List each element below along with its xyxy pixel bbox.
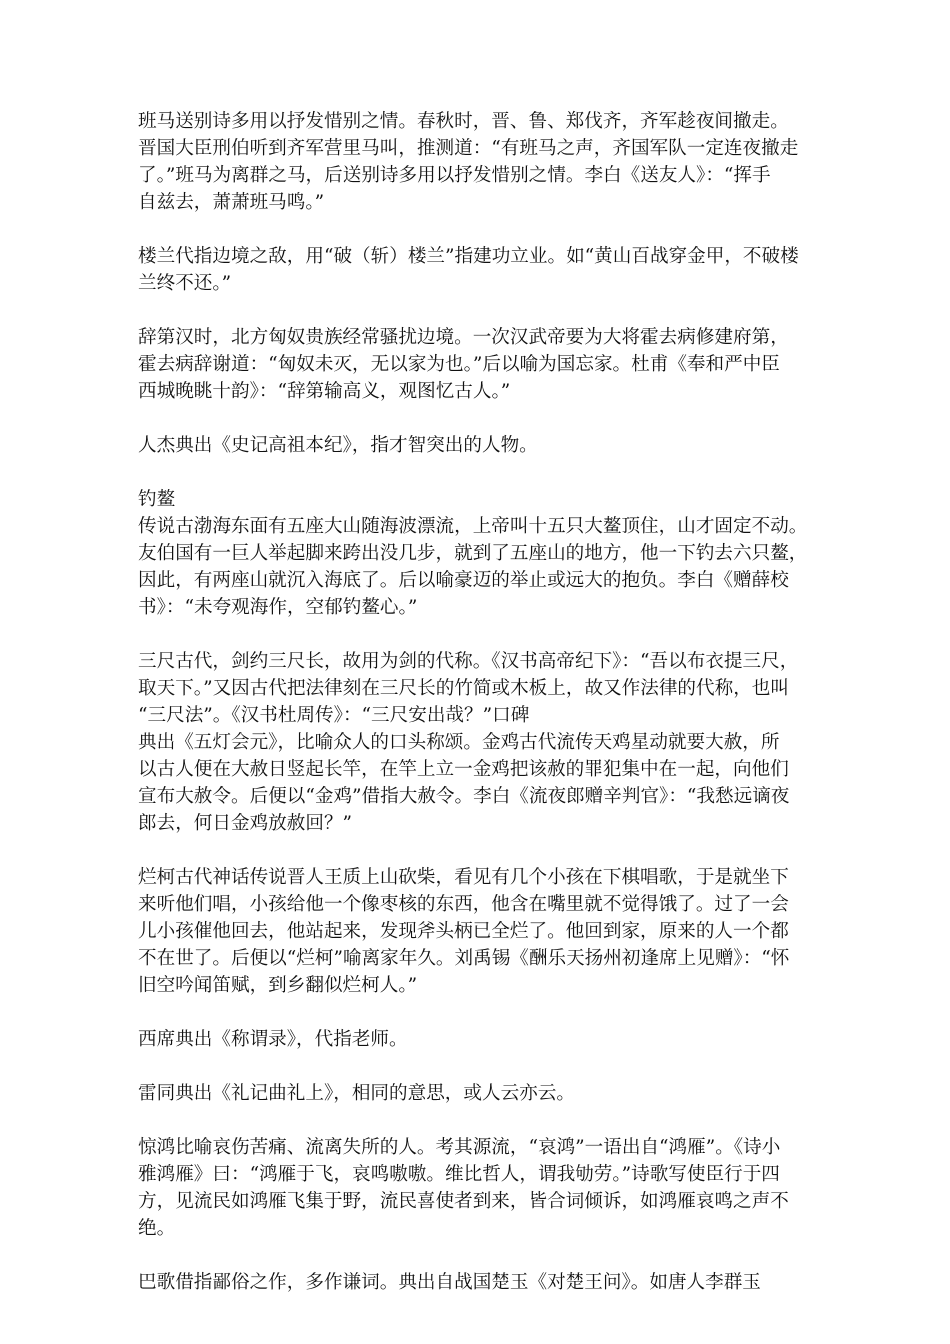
text-line: 郎去，何日金鸡放赦回？” bbox=[138, 813, 353, 834]
text-line: 惊鸿比喻哀伤苦痛、流离失所的人。考其源流，“哀鸿”一语出自“鸿雁”。《诗小 bbox=[138, 1137, 781, 1158]
paragraph bbox=[138, 1080, 838, 1107]
text-line: 西席典出《称谓录》，代指老师。 bbox=[138, 1029, 408, 1050]
text-line: 儿小孩催他回去，他站起来，发现斧头柄已全烂了。他回到家，原来的人一个都 bbox=[138, 921, 789, 942]
text-line: 了。”班马为离群之马，后送别诗多用以抒发惜别之情。李白《送友人》：“挥手 bbox=[138, 165, 771, 186]
text-line: 自兹去，萧萧班马鸣。” bbox=[138, 192, 325, 213]
paragraph bbox=[138, 432, 838, 459]
paragraph bbox=[138, 243, 838, 297]
paragraph-gap bbox=[138, 1053, 838, 1080]
text-line: 不在世了。后便以“烂柯”喻离家年久。刘禹锡《酬乐天扬州初逢席上见赠》：“怀 bbox=[138, 948, 790, 969]
text-line: “三尺法”。《汉书杜周传》：“三尺安出哉？”口碑 bbox=[138, 705, 530, 726]
text-line: 取天下。”又因古代把法律刻在三尺长的竹简或木板上，故又作法律的代称，也叫 bbox=[138, 678, 789, 699]
paragraph-gap bbox=[138, 297, 838, 324]
paragraph-gap bbox=[138, 999, 838, 1026]
text-line: 雷同典出《礼记曲礼上》，相同的意思，或人云亦云。 bbox=[138, 1083, 575, 1104]
text-line: 方，见流民如鸿雁飞集于野，流民喜使者到来，皆合词倾诉，如鸿雁哀鸣之声不 bbox=[138, 1191, 789, 1212]
paragraph-gap bbox=[138, 621, 838, 648]
text-line: 辞第汉时，北方匈奴贵族经常骚扰边境。一次汉武帝要为大将霍去病修建府第， bbox=[138, 327, 789, 348]
text-line: 因此，有两座山就沉入海底了。后以喻豪迈的举止或远大的抱负。李白《赠薛校 bbox=[138, 570, 789, 591]
paragraph bbox=[138, 1026, 838, 1053]
paragraph-gap bbox=[138, 1107, 838, 1134]
paragraph-gap bbox=[138, 405, 838, 432]
text-line: 西城晚眺十韵》：“辞第输高义，观图忆古人。” bbox=[138, 381, 511, 402]
text-line: 雅鸿雁》曰：“鸿雁于飞，哀鸣嗷嗷。维比哲人，谓我劬劳。”诗歌写使臣行于四 bbox=[138, 1164, 780, 1185]
paragraph-gap bbox=[138, 1242, 838, 1269]
document-page bbox=[138, 108, 838, 1296]
text-line: 三尺古代，剑约三尺长，故用为剑的代称。《汉书高帝纪下》：“吾以布衣提三尺， bbox=[138, 651, 799, 672]
text-line: 绝。 bbox=[138, 1218, 176, 1239]
paragraph-gap bbox=[138, 216, 838, 243]
paragraph bbox=[138, 648, 838, 837]
text-line: 友伯国有一巨人举起脚来跨出没几步，就到了五座山的地方，他一下钓去六只鳌， bbox=[138, 543, 808, 564]
text-line: 霍去病辞谢道：“匈奴未灭，无以家为也。”后以喻为国忘家。杜甫《奉和严中臣 bbox=[138, 354, 780, 375]
text-line: 钓鳌 bbox=[138, 489, 176, 510]
text-line: 人杰典出《史记高祖本纪》，指才智突出的人物。 bbox=[138, 435, 538, 456]
text-line: 楼兰代指边境之敌，用“破（斩）楼兰”指建功立业。如“黄山百战穿金甲，不破楼 bbox=[138, 246, 799, 267]
text-line: 宣布大赦令。后便以“金鸡”借指大赦令。李白《流夜郎赠辛判官》：“我愁远谪夜 bbox=[138, 786, 790, 807]
text-line: 传说古渤海东面有五座大山随海波漂流，上帝叫十五只大鳌顶住，山才固定不动。 bbox=[138, 516, 808, 537]
text-line: 兰终不还。” bbox=[138, 273, 232, 294]
paragraph bbox=[138, 324, 838, 405]
text-line: 来听他们唱，小孩给他一个像枣核的东西，他含在嘴里就不觉得饿了。过了一会 bbox=[138, 894, 789, 915]
text-line: 旧空吟闻笛赋，到乡翻似烂柯人。” bbox=[138, 975, 418, 996]
paragraph bbox=[138, 486, 838, 621]
text-line: 典出《五灯会元》，比喻众人的口头称颂。金鸡古代流传天鸡星动就要大赦，所 bbox=[138, 732, 780, 753]
paragraph-gap bbox=[138, 837, 838, 864]
text-line: 以古人便在大赦日竖起长竿，在竿上立一金鸡把该赦的罪犯集中在一起，向他们 bbox=[138, 759, 789, 780]
paragraph bbox=[138, 864, 838, 999]
text-line: 巴歌借指鄙俗之作，多作谦词。典出自战国楚玉《对楚王问》。如唐人李群玉 bbox=[138, 1272, 761, 1293]
paragraph bbox=[138, 1134, 838, 1242]
text-line: 烂柯古代神话传说晋人王质上山砍柴，看见有几个小孩在下棋唱歌，于是就坐下 bbox=[138, 867, 789, 888]
paragraph-gap bbox=[138, 459, 838, 486]
text-line: 班马送别诗多用以抒发惜别之情。春秋时，晋、鲁、郑伐齐，齐军趁夜间撤走。 bbox=[138, 111, 789, 132]
paragraph bbox=[138, 108, 838, 216]
text-line: 书》：“未夸观海作，空郁钓鳌心。” bbox=[138, 597, 418, 618]
paragraph bbox=[138, 1269, 838, 1296]
text-line: 晋国大臣刑伯听到齐军营里马叫，推测道：“有班马之声，齐国军队一定连夜撤走 bbox=[138, 138, 799, 159]
